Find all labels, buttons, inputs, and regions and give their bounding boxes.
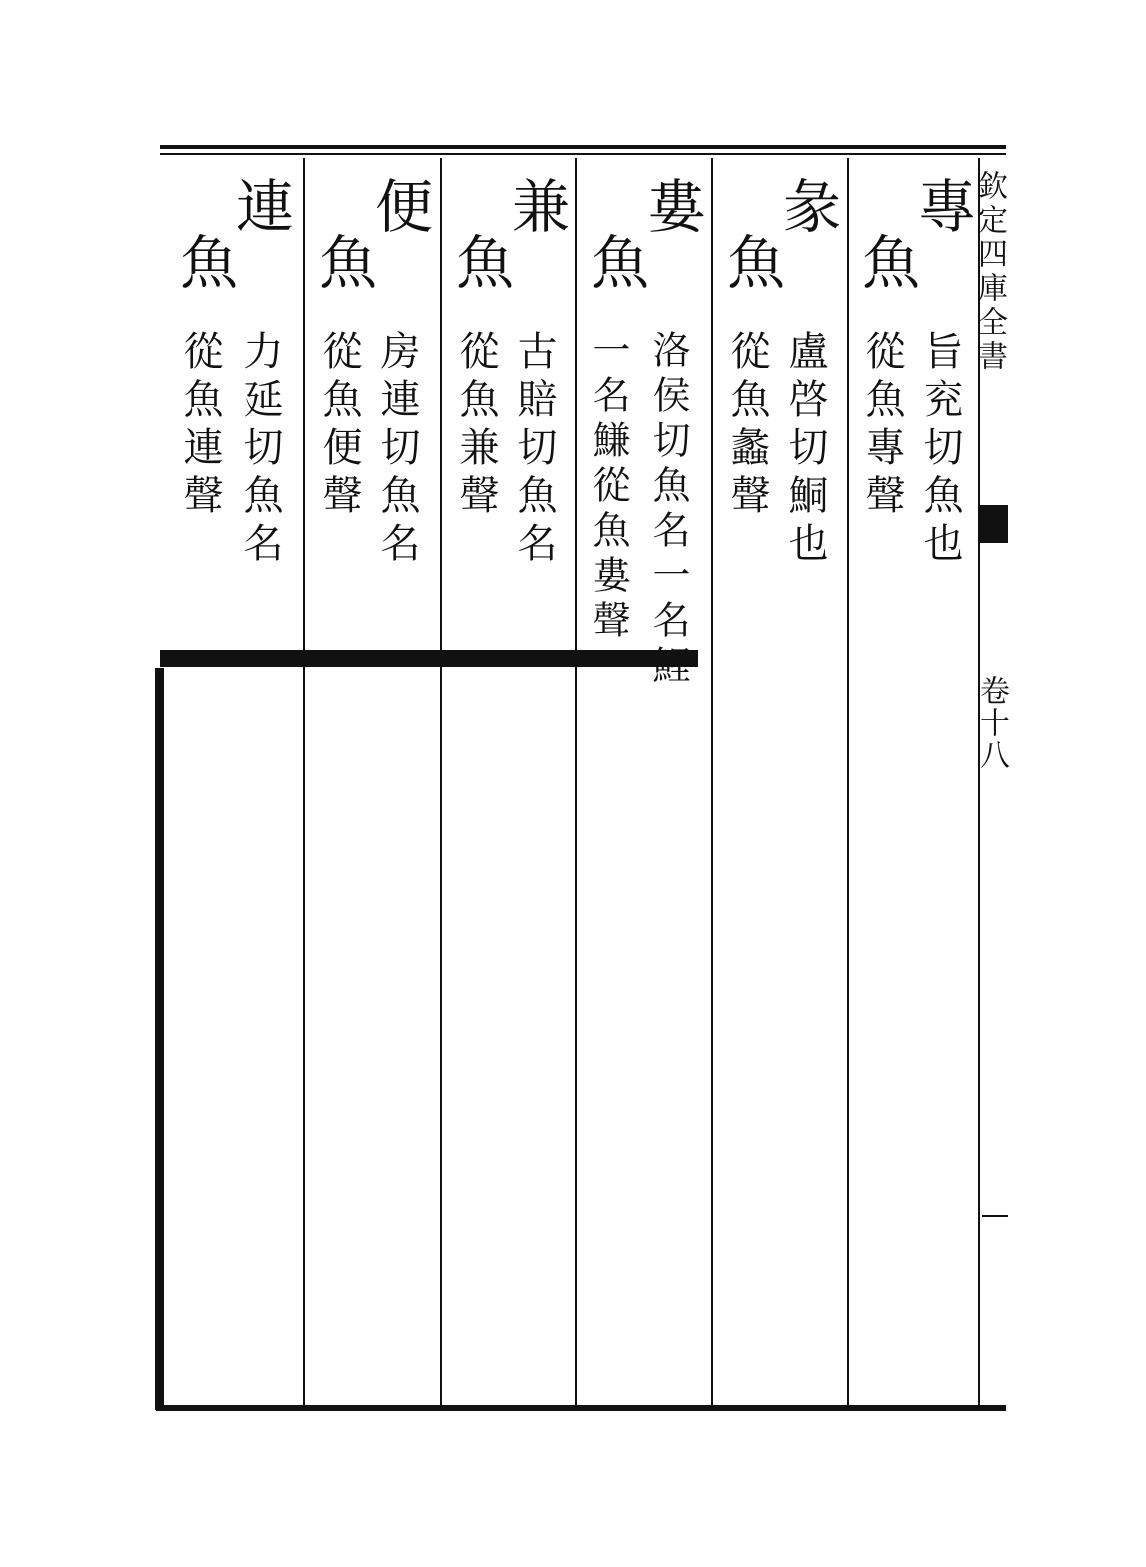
entry-column-6 [166, 160, 302, 1400]
seal-phonetic: 婁 [647, 173, 706, 241]
seal-phonetic: 彖 [783, 173, 842, 241]
entry-column-3 [577, 160, 713, 1400]
seal-phonetic: 專 [918, 173, 977, 241]
seal-character [717, 172, 845, 322]
book-title: 欽定四庫全書 [972, 170, 1007, 374]
definition-line: 從魚專聲 [859, 330, 905, 522]
seal-phonetic: 便 [375, 173, 434, 241]
definition-line: 從魚便聲 [316, 330, 362, 522]
definition-line: 旨兖切魚也 [917, 330, 963, 570]
seal-radical: 魚 [862, 229, 921, 297]
definition-line: 力延切魚名 [237, 330, 283, 570]
seal-phonetic: 兼 [512, 173, 571, 241]
left-border-rule [155, 668, 164, 1410]
definition-line: 洛侯切魚名一名鯉 [646, 330, 690, 690]
definition-line: 房連切魚名 [374, 330, 420, 570]
seal-character [446, 172, 574, 322]
seal-radical: 魚 [456, 229, 515, 297]
entry-column-1 [848, 160, 984, 1400]
definition-line: 從魚連聲 [177, 330, 223, 522]
volume-label: 卷十八 [974, 675, 1009, 771]
definition-line: 從魚蠡聲 [724, 330, 770, 522]
seal-character [852, 172, 980, 322]
seal-phonetic: 連 [236, 173, 295, 241]
definition-line: 一名鰜從魚婁聲 [586, 330, 630, 645]
seal-radical: 魚 [727, 229, 786, 297]
seal-character [309, 172, 437, 322]
definition-line: 古賠切魚名 [511, 330, 557, 570]
fish-tail-mark [978, 505, 1008, 543]
margin-tick-rule [982, 1215, 1008, 1217]
seal-radical: 魚 [180, 229, 239, 297]
seal-radical: 魚 [591, 229, 650, 297]
definition-line: 從魚兼聲 [453, 330, 499, 522]
top-border-inner-rule [160, 153, 1006, 155]
seal-character [170, 172, 298, 322]
definition-line: 盧啓切鮦也 [782, 330, 828, 570]
entry-column-5 [305, 160, 441, 1400]
seal-character [581, 172, 709, 322]
top-border-rule [160, 145, 1006, 149]
entry-column-4 [442, 160, 578, 1400]
entry-column-2 [713, 160, 849, 1400]
bottom-border-rule [156, 1405, 1006, 1411]
seal-radical: 魚 [319, 229, 378, 297]
page-margin-strip [968, 150, 1008, 1410]
